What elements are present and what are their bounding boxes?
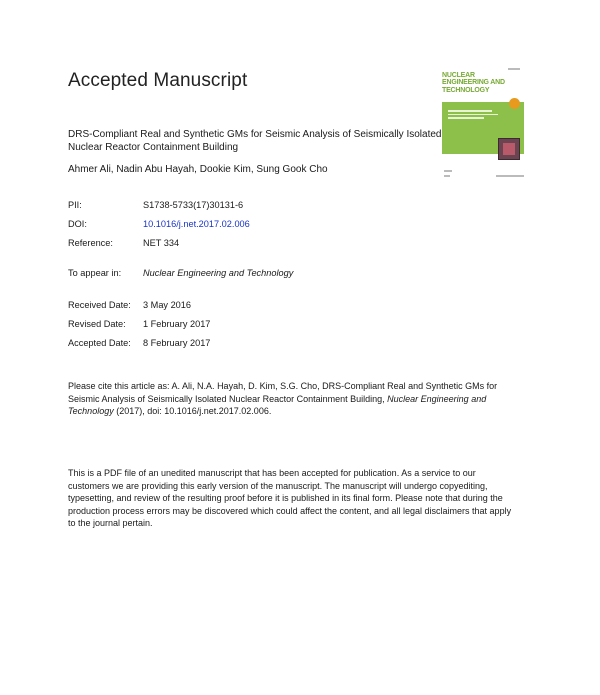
reference-label: Reference: <box>68 238 113 248</box>
pii-label: PII: <box>68 200 82 210</box>
appear-in-label: To appear in: <box>68 268 122 278</box>
article-authors: Ahmer Ali, Nadin Abu Hayah, Dookie Kim, Sung Gook Cho <box>68 164 328 175</box>
citation-journal: Nuclear Engineering and Technology <box>68 393 487 416</box>
cover-photo-detail <box>503 143 515 155</box>
pii-value: S1738-5733(17)30131-6 <box>143 200 244 210</box>
citation-text: Please cite this article as: A. Ali, N.A. Hayah, D. Kim, S.G. Cho, DRS-Compliant Real and Synthetic GMs for Seismic Analysis of Seismically Isolated Nuclear Reactor Containment Building, <box>68 381 498 404</box>
cover-badge-icon <box>509 98 520 109</box>
cover-journal-title: NUCLEAR ENGINEERING AND TECHNOLOGY <box>442 72 505 94</box>
article-title: DRS-Compliant Real and Synthetic GMs for Seismic Analysis of Seismically Isolated Nuclear Reactor Containment Building <box>68 129 442 153</box>
appear-in-journal: Nuclear Engineering and Technology <box>143 268 294 278</box>
revised-date-value: 1 February 2017 <box>143 319 211 329</box>
page-heading: Accepted Manuscript <box>68 70 248 91</box>
journal-cover-thumbnail <box>442 68 528 184</box>
revised-date-label: Revised Date: <box>68 319 126 329</box>
doi-link[interactable]: 10.1016/j.net.2017.02.006 <box>143 219 250 229</box>
received-date-label: Received Date: <box>68 300 131 310</box>
citation-paragraph <box>68 380 508 418</box>
doi-label: DOI: <box>68 219 87 229</box>
reference-value: NET 334 <box>143 238 180 248</box>
manuscript-notice: This is a PDF file of an unedited manuscript that has been accepted for publication. As a service to our customers we are providing this early version of the manuscript. The manuscript will undergo copyediting, typesetting, and review of the resulting proof before it is published in its final form. Please note that during the production process errors may be discovered which could affect the content, and all legal disclaimers that apply to the journal pertain. <box>68 468 512 528</box>
received-date-value: 3 May 2016 <box>143 300 192 310</box>
cover-text-lines <box>448 110 498 121</box>
accepted-date-label: Accepted Date: <box>68 338 131 348</box>
cover-footer <box>442 156 528 184</box>
cover-top-mark <box>508 68 520 70</box>
citation-doi: (2017), doi: 10.1016/j.net.2017.02.006. <box>113 406 272 416</box>
accepted-date-value: 8 February 2017 <box>143 338 211 348</box>
